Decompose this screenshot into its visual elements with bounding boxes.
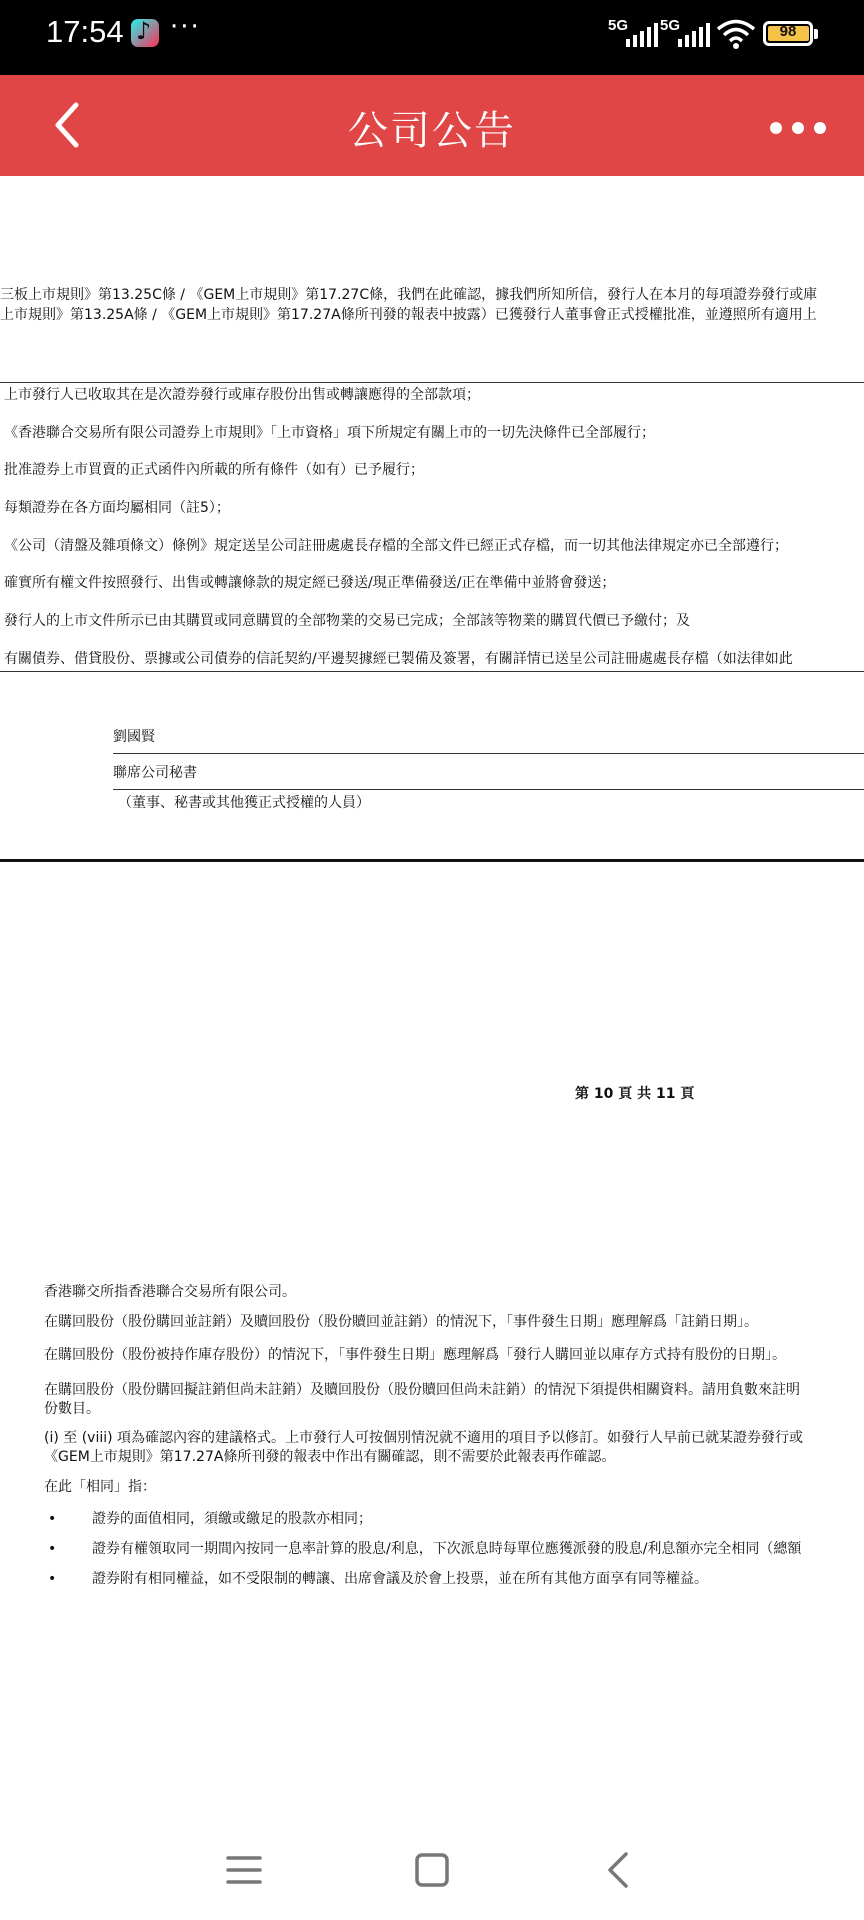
confirm-item: 《公司（清盤及雜項條文）條例》規定送呈公司註冊處處長存檔的全部文件已經正式存檔，而一切其他法律規定亦已全部遵行； — [4, 538, 788, 554]
signer-title: 聯席公司秘書 — [113, 765, 197, 781]
note-line: 在購回股份（股份購回並註銷）及贖回股份（股份贖回並註銷）的情況下，「事件發生日期」應理解爲「註銷日期」。 — [44, 1314, 758, 1330]
signal-5g-icon: 5G — [660, 17, 710, 47]
confirm-item: 有關債券、借貸股份、票據或公司債券的信託契約/平邊契據經已製備及簽署，有關詳情已送呈公司註冊處處長存檔（如法律如此 — [4, 651, 793, 667]
divider — [113, 753, 864, 754]
home-button[interactable] — [402, 1840, 462, 1900]
menu-lines-icon — [214, 1840, 274, 1900]
signer-name: 劉國賢 — [113, 729, 155, 745]
signer-note: （董事、秘書或其他獲正式授權的人員） — [118, 795, 370, 811]
bullet-icon: • — [48, 1541, 57, 1557]
note-line: 在購回股份（股份被持作庫存股份）的情況下，「事件發生日期」應理解爲「發行人購回並以庫存方式持有股份的日期」。 — [44, 1347, 786, 1363]
confirm-item: 批准證券上市買賣的正式函件內所載的所有條件（如有）已予履行； — [4, 462, 424, 478]
recents-button[interactable] — [214, 1840, 274, 1900]
more-options-button[interactable] — [762, 108, 830, 148]
wifi-icon — [716, 18, 756, 50]
confirm-item: 上市發行人已收取其在是次證券發行或庫存股份出售或轉讓應得的全部款項； — [4, 387, 480, 403]
divider — [0, 671, 864, 672]
bullet-icon: • — [48, 1511, 57, 1527]
confirm-line: 上市規則》第13.25A條 / 《GEM上市規則》第17.27A條所刊發的報表中披露）已獲發行人董事會正式授權批准，並遵照所有適用上 — [0, 307, 817, 323]
more-notifications-icon: ··· — [170, 12, 201, 42]
triangle-back-icon — [590, 1840, 650, 1900]
signal-5g-icon: 5G — [608, 17, 658, 47]
page-title: 公司公告 — [348, 108, 516, 154]
note-line: 在此「相同」指： — [44, 1479, 156, 1495]
battery-level: 98 — [779, 23, 797, 40]
app-header — [0, 75, 864, 176]
divider — [0, 382, 864, 383]
note-line: 份數目。 — [44, 1401, 100, 1417]
divider — [113, 789, 864, 790]
page-number: 第 10 頁 共 11 頁 — [575, 1086, 695, 1102]
bullet-item: 證券有權領取同一期間內按同一息率計算的股息/利息，下次派息時每單位應獲派發的股息/利息額亦完全相同（總額 — [92, 1541, 802, 1557]
status-bar — [0, 0, 864, 75]
confirm-item: 確實所有權文件按照發行、出售或轉讓條款的規定經已發送/現正準備發送/正在準備中並將會發送； — [4, 575, 616, 591]
confirm-item: 發行人的上市文件所示已由其購買或同意購買的全部物業的交易已完成；全部該等物業的購買代價已予繳付；及 — [4, 613, 690, 629]
bullet-item: 證券附有相同權益，如不受限制的轉讓、出席會議及於會上投票，並在所有其他方面享有同等權益。 — [92, 1571, 708, 1587]
square-home-icon — [402, 1840, 462, 1900]
document-viewer[interactable] — [0, 176, 864, 1820]
more-horizontal-icon — [770, 122, 782, 134]
confirm-line: 三板上市規則》第13.25C條 / 《GEM上市規則》第17.27C條，我們在此確認，據我們所知所信，發行人在本月的每項證券發行或庫 — [0, 287, 818, 303]
tiktok-notification-icon — [131, 19, 159, 47]
bullet-item: 證券的面值相同，須繳或繳足的股款亦相同； — [92, 1511, 372, 1527]
system-back-button[interactable] — [590, 1840, 650, 1900]
confirm-item: 每類證券在各方面均屬相同（註5）； — [4, 500, 230, 516]
system-nav-bar — [0, 1820, 864, 1920]
status-time: 17:54 — [46, 14, 124, 49]
confirm-item: 《香港聯合交易所有限公司證券上市規則》「上市資格」項下所規定有關上市的一切先決條件已全部履行； — [4, 425, 655, 441]
page-border — [0, 859, 864, 862]
note-line: 《GEM上市規則》第17.27A條所刊發的報表中作出有關確認，則不需要於此報表再作確認。 — [44, 1449, 616, 1465]
bullet-icon: • — [48, 1571, 57, 1587]
note-line: (i) 至 (viii) 項為確認內容的建議格式。上市發行人可按個別情況就不適用的項目予以修訂。如發行人早前已就某證券發行或 — [44, 1430, 804, 1446]
battery-icon — [763, 21, 813, 46]
note-line: 在購回股份（股份購回擬註銷但尚未註銷）及贖回股份（股份贖回但尚未註銷）的情況下須提供相關資料。請用負數來註明 — [44, 1382, 800, 1398]
note-line: 香港聯交所指香港聯合交易所有限公司。 — [44, 1284, 296, 1300]
